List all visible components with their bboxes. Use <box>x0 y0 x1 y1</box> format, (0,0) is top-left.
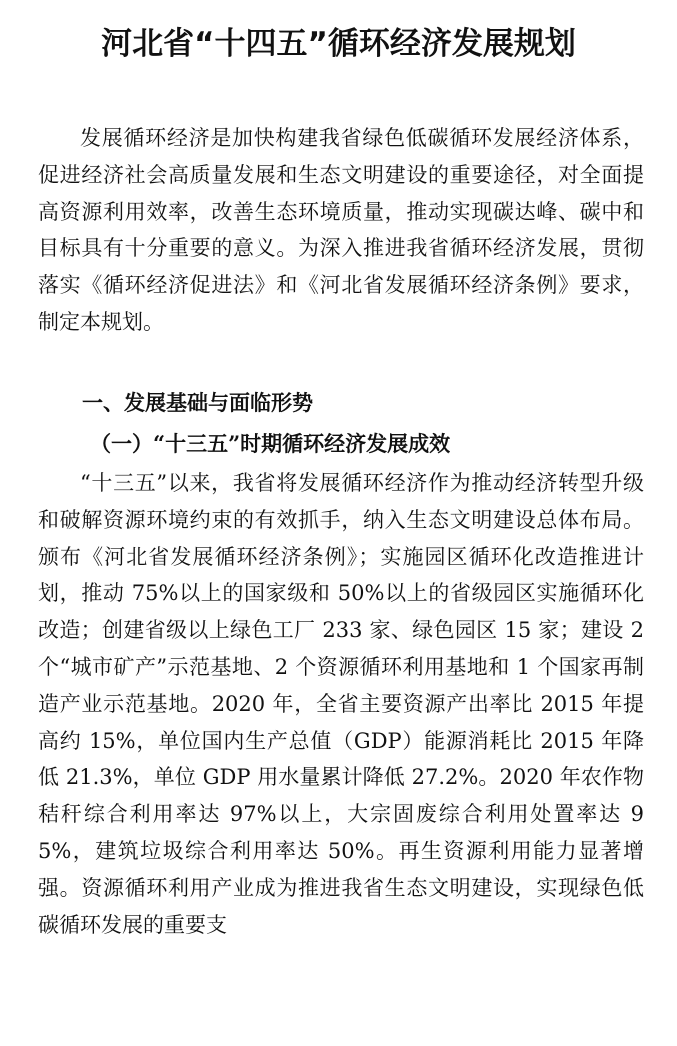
intro-paragraph: 发展循环经济是加快构建我省绿色低碳循环发展经济体系，促进经济社会高质量发展和生态文明建设的重要途径，对全面提高资源利用效率，改善生态环境质量，推动实现碳达峰、碳中和目标具有十分重要的意义。为深入推进我省循环经济发展，贯彻落实《循环经济促进法》和《河北省发展循环经济条例》要求，制定本规划。 <box>38 126 644 334</box>
section-heading: 一、发展基础与面临形势 <box>82 391 313 415</box>
subsection-paragraph: “十三五”以来，我省将发展循环经济作为推动经济转型升级和破解资源环境约束的有效抓手，纳入生态文明建设总体布局。颁布《河北省发展循环经济条例》；实施园区循环化改造推进计划，推动 75%以上的国家级和 50%以上的省级园区实施循环化改造；创建省级以上绿色工厂 233 家、绿色园区 15 家；建设 2 个“城市矿产”示范基地、2 个资源循环利用基地和 1 个国家再制造产业示范基地。2020 年，全省主要资源产出率比 2015 年提高约 15%，单位国内生产总值（GDP）能源消耗比 2015 年降低 21.3%，单位 GDP 用水量累计降低 27.2%。2020 年农作物秸秆综合利用率达 97%以上，大宗固废综合利用处置率达 95%，建筑垃圾综合利用率达 50%。再生资源利用能力显著增强。资源循环利用产业成为推进我省生态文明建设，实现绿色低碳循环发展的重要支 <box>38 471 644 937</box>
subsection-heading: （一）“十三五”时期循环经济发展成效 <box>90 431 451 456</box>
document-title: 河北省“十四五”循环经济发展规划 <box>101 26 576 62</box>
